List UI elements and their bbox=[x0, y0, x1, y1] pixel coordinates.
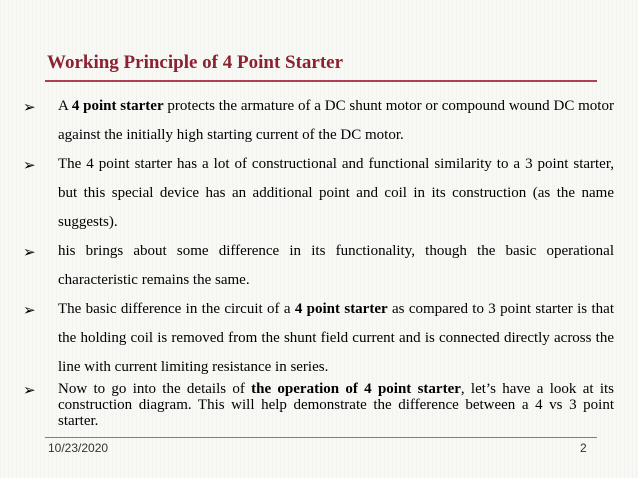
bullet-text bbox=[58, 150, 614, 237]
text-run: The basic difference in the circuit of a bbox=[58, 301, 295, 317]
bullet-text bbox=[58, 381, 614, 429]
text-run: The 4 point starter has a lot of constructional and functional similarity to a 3 point starter, but this special device has an additional point and coil in its construction (as the name suggests). bbox=[58, 156, 614, 230]
text-run: as compared to 3 point starter is that the holding coil is removed from the shunt field current and is connected directly across the line with current limiting resistance in series. bbox=[58, 301, 614, 375]
bullet-arrow-icon: ➢ bbox=[23, 245, 36, 261]
text-run: protects the armature of a DC shunt motor or compound wound DC motor against the initially high starting current of the DC motor. bbox=[58, 98, 614, 143]
bold-term: 4 point starter bbox=[294, 301, 388, 317]
bullet-arrow-icon: ➢ bbox=[23, 100, 36, 116]
bullet-arrow-icon: ➢ bbox=[23, 383, 36, 399]
bold-term: the operation of 4 point starter bbox=[251, 381, 461, 397]
title-underline bbox=[45, 80, 597, 82]
text-run: , let’s have a look at its construction diagram. This will help demonstrate the difference between a 4 vs 3 point starter. bbox=[58, 381, 614, 429]
footer-divider bbox=[45, 437, 597, 438]
bullet-text bbox=[58, 295, 614, 382]
bullet-arrow-icon: ➢ bbox=[23, 158, 36, 174]
bullet-arrow-icon: ➢ bbox=[23, 303, 36, 319]
slide-title: Working Principle of 4 Point Starter bbox=[47, 52, 344, 73]
page-number: 2 bbox=[580, 441, 587, 455]
text-run: Now to go into the details of bbox=[58, 381, 252, 397]
bullet-text bbox=[58, 237, 614, 295]
bullet-text bbox=[58, 92, 614, 150]
footer-date: 10/23/2020 bbox=[48, 441, 109, 455]
text-run: A bbox=[58, 98, 72, 114]
text-run: his brings about some difference in its functionality, though the basic operational characteristic remains the same. bbox=[58, 243, 614, 288]
bold-term: 4 point starter bbox=[71, 98, 164, 114]
